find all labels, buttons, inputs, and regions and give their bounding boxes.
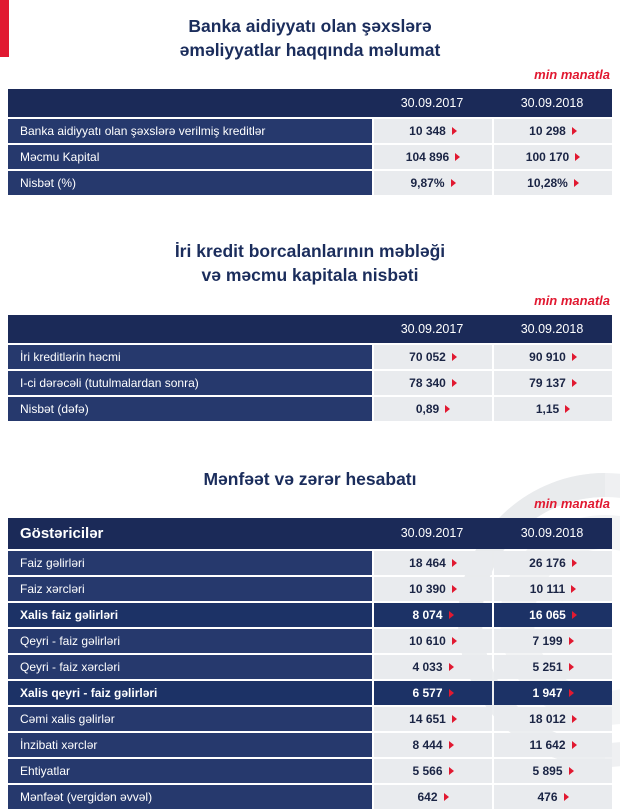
red-marker-icon [572,611,577,619]
header-label-cell: Göstəricilər [20,524,104,542]
table-row [8,577,612,601]
value-text: 4 033 [412,659,443,674]
value-text: 0,89 [415,401,440,416]
value-text: 100 170 [525,150,570,165]
value-text: 10 610 [409,633,446,648]
red-marker-icon [449,767,454,775]
value-text: 70 052 [409,349,446,364]
section-title [8,0,612,62]
red-marker-icon [452,379,457,387]
table-row [8,371,612,395]
value-text: 5 895 [532,763,563,778]
value-cell-2017 [374,681,492,705]
value-cell-2018 [494,577,612,601]
row-label: Xalis qeyri - faiz gəlirləri [8,681,372,705]
value-text: 7 199 [532,633,563,648]
value-cell-2017 [374,603,492,627]
value-cell-2018 [494,551,612,575]
header-date-2017: 30.09.2017 [400,526,464,541]
row-label: Ehtiyatlar [8,759,372,783]
unit-label: min manatla [534,495,610,511]
row-label: Faiz gəlirləri [8,551,372,575]
table-row [8,707,612,731]
row-label: Xalis faiz gəlirləri [8,603,372,627]
row-label: Cəmi xalis gəlirlər [8,707,372,731]
title-line: Banka aidiyyatı olan şəxslərə [188,16,432,36]
value-cell-2018 [494,785,612,809]
value-text: 10 348 [409,124,446,139]
value-cell-2018 [494,397,612,421]
value-cell-2017 [374,345,492,369]
value-cell-2017 [374,733,492,757]
value-text: 11 642 [529,737,566,752]
value-text: 104 896 [405,150,450,165]
table-row [8,733,612,757]
red-marker-icon [571,585,576,593]
row-label: Nisbət (%) [8,171,372,195]
value-text: 14 651 [409,711,446,726]
value-cell-2017 [374,145,492,169]
value-text: 18 012 [529,711,566,726]
data-table [8,89,612,195]
value-cell-2017 [374,577,492,601]
table-row-highlighted [8,603,612,627]
section-title [8,421,612,491]
title-line: İri kredit borcalanlarının məbləği [174,241,446,262]
row-label: Faiz xərcləri [8,577,372,601]
table-row [8,345,612,369]
value-text: 1 947 [532,685,563,700]
value-cell-2018 [494,655,612,679]
section-title [8,195,612,287]
red-marker-icon [565,405,570,413]
row-label: Nisbət (dəfə) [8,397,372,421]
red-marker-icon [572,379,577,387]
value-text: 5 566 [412,763,443,778]
red-marker-icon [564,793,569,801]
value-text: 9,87% [410,176,445,191]
data-table [8,315,612,421]
table-row [8,785,612,809]
table-row [8,551,612,575]
table-row [8,629,612,653]
unit-label: min manatla [534,292,610,308]
title-line: əməliyyatlar haqqında məlumat [179,40,441,61]
value-text: 79 137 [529,375,566,390]
value-text: 8 444 [412,737,443,752]
table-row [8,119,612,143]
value-text: 78 340 [409,375,446,390]
value-text: 10,28% [527,176,568,191]
section-profit-loss [8,421,612,809]
red-marker-icon [569,663,574,671]
red-marker-icon [455,153,460,161]
value-cell-2018 [494,759,612,783]
row-label: İri kreditlərin həcmi [8,345,372,369]
table-header-row [8,518,612,549]
table-row-highlighted [8,681,612,705]
value-text: 26 176 [529,555,566,570]
red-marker-icon [445,405,450,413]
red-marker-icon [452,127,457,135]
value-cell-2018 [494,707,612,731]
red-marker-icon [449,741,454,749]
value-cell-2017 [374,397,492,421]
value-text: 18 464 [409,555,446,570]
value-text: 8 074 [412,607,443,622]
value-text: 6 577 [412,685,443,700]
red-marker-icon [451,179,456,187]
red-marker-icon [452,715,457,723]
section-large-credits [8,195,612,420]
red-marker-icon [574,179,579,187]
header-date-2017: 30.09.2017 [400,96,464,111]
value-text: 90 910 [529,349,566,364]
red-marker-icon [452,353,457,361]
header-date-2018: 30.09.2018 [520,526,584,541]
value-text: 5 251 [532,659,563,674]
value-cell-2017 [374,707,492,731]
value-cell-2017 [374,655,492,679]
value-cell-2018 [494,681,612,705]
red-marker-icon [569,767,574,775]
table-row [8,171,612,195]
unit-label: min manatla [534,67,610,83]
row-label: Qeyri - faiz xərcləri [8,655,372,679]
value-text: 1,15 [535,401,560,416]
table-header-row [8,315,612,343]
value-cell-2018 [494,345,612,369]
value-text: 642 [417,789,438,804]
value-cell-2017 [374,119,492,143]
section-related-party-operations [8,0,612,195]
value-text: 476 [537,789,558,804]
red-marker-icon [452,637,457,645]
red-marker-icon [449,611,454,619]
red-marker-icon [572,353,577,361]
red-marker-icon [572,741,577,749]
title-line: Mənfəət və zərər hesabatı [203,468,417,489]
value-cell-2018 [494,603,612,627]
value-cell-2017 [374,371,492,395]
value-text: 10 298 [529,124,566,139]
table-header-row [8,89,612,117]
value-cell-2018 [494,371,612,395]
value-cell-2018 [494,119,612,143]
value-cell-2018 [494,629,612,653]
row-label: I-ci dərəcəli (tutulmalardan sonra) [8,371,372,395]
title-line: və məcmu kapitala nisbəti [201,265,419,286]
table-row [8,397,612,421]
row-label: Məcmu Kapital [8,145,372,169]
red-marker-icon [572,127,577,135]
table-row [8,759,612,783]
value-cell-2017 [374,759,492,783]
red-marker-icon [572,715,577,723]
red-marker-icon [572,559,577,567]
row-label: Mənfəət (vergidən əvvəl) [8,785,372,809]
value-cell-2017 [374,629,492,653]
row-label: Banka aidiyyatı olan şəxslərə verilmiş kreditlər [8,119,372,143]
table-row [8,145,612,169]
value-cell-2017 [374,551,492,575]
value-text: 10 390 [409,581,446,596]
value-cell-2018 [494,733,612,757]
value-cell-2017 [374,171,492,195]
table-row [8,655,612,679]
red-marker-icon [452,559,457,567]
value-cell-2018 [494,171,612,195]
header-date-2018: 30.09.2018 [520,96,584,111]
row-label: İnzibati xərclər [8,733,372,757]
red-marker-icon [449,663,454,671]
red-marker-icon [575,153,580,161]
value-text: 16 065 [529,607,566,622]
red-marker-icon [569,637,574,645]
data-table [8,518,612,809]
value-text: 10 111 [529,581,566,596]
red-marker-icon [452,585,457,593]
header-date-2018: 30.09.2018 [520,321,584,336]
header-date-2017: 30.09.2017 [400,321,464,336]
row-label: Qeyri - faiz gəlirləri [8,629,372,653]
red-marker-icon [569,689,574,697]
red-marker-icon [444,793,449,801]
value-cell-2017 [374,785,492,809]
red-marker-icon [449,689,454,697]
value-cell-2018 [494,145,612,169]
